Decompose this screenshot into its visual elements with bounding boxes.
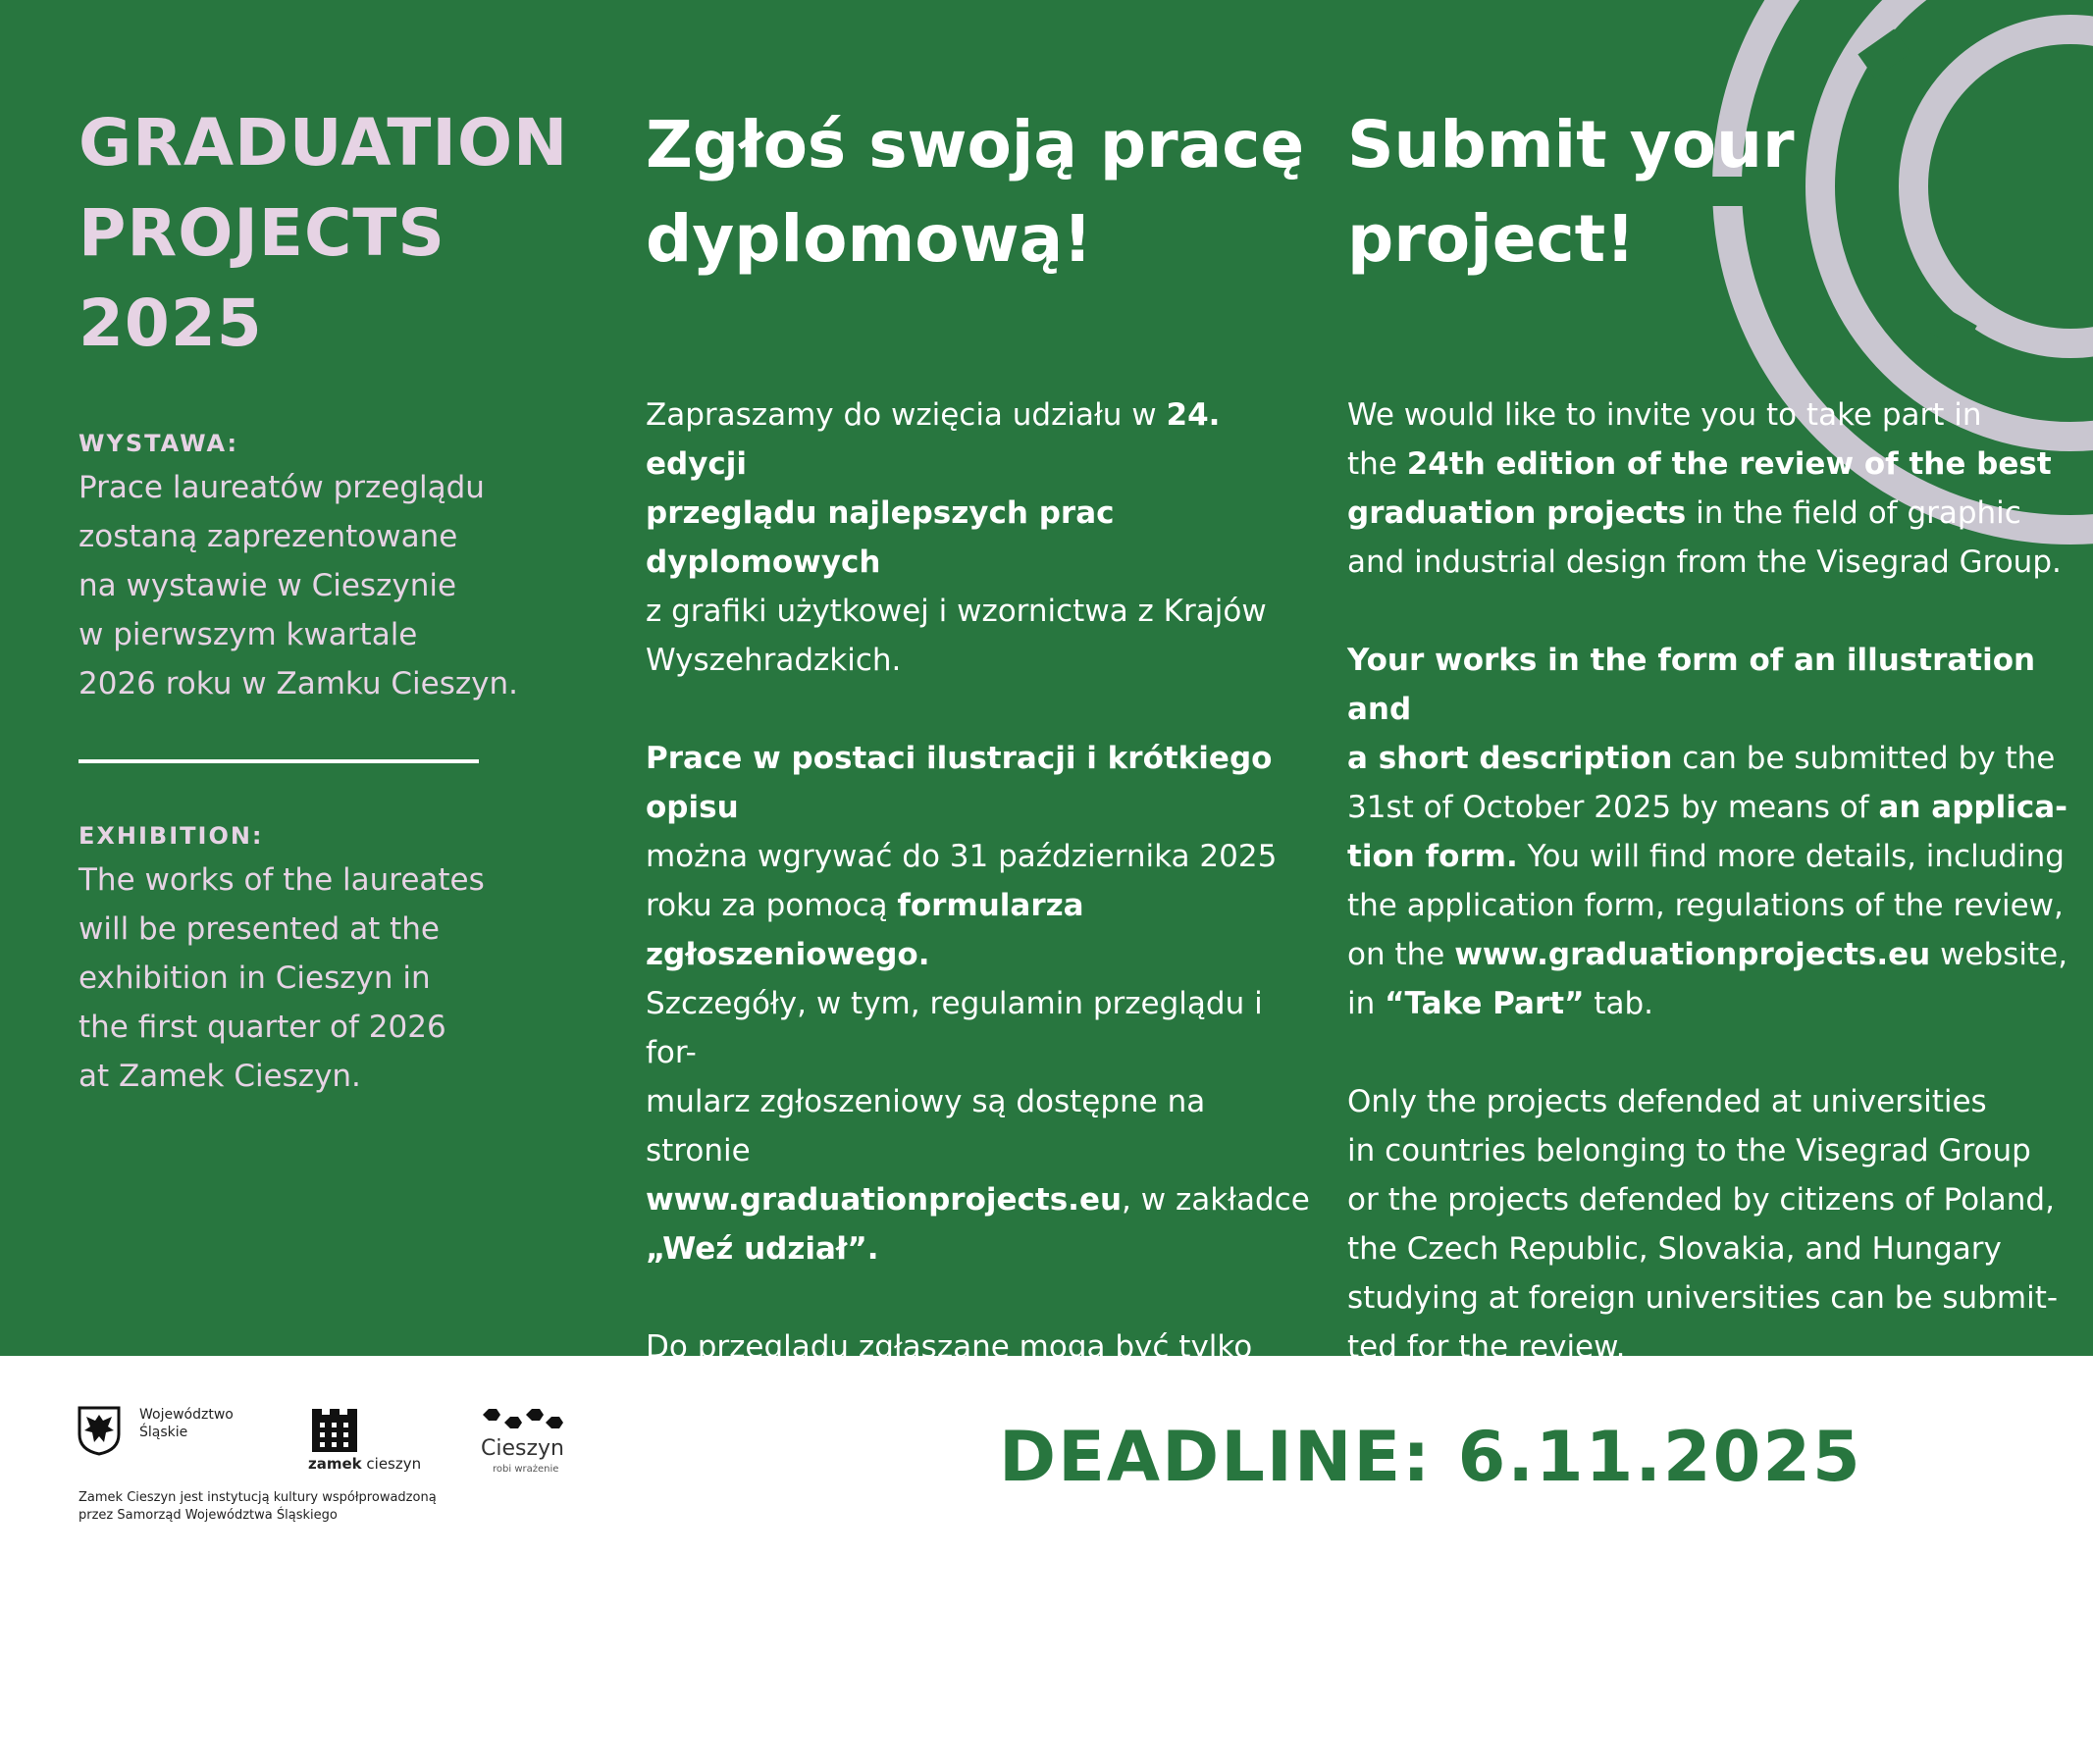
text-line: exhibition in Cieszyn in <box>78 960 431 996</box>
title-line: PROJECTS <box>78 195 445 271</box>
footer-logos <box>77 1403 763 1560</box>
bold-text: „Weź udział”. <box>646 1231 879 1267</box>
text-run: on the <box>1347 937 1455 972</box>
exhibition-text-pl <box>78 463 589 708</box>
text-line <box>646 636 1313 685</box>
text-line <box>1347 881 2073 930</box>
text-line: will be presented at the <box>78 911 440 947</box>
text-line: na wystawie w Cieszynie <box>78 568 457 603</box>
text-line <box>1347 979 2073 1028</box>
text-line: at Zamek Cieszyn. <box>78 1059 361 1094</box>
text-line: w pierwszym kwartale <box>78 617 418 652</box>
text-line: Prace laureatów przeglądu <box>78 470 485 505</box>
heading-line: dyplomową! <box>646 201 1093 277</box>
institution-note <box>78 1489 491 1525</box>
cieszyn-logo-name: Cieszyn <box>481 1436 564 1461</box>
text-line <box>646 1568 1313 1666</box>
main-title <box>78 98 589 369</box>
text-run: in <box>1347 986 1386 1021</box>
english-heading <box>1347 98 2073 286</box>
text-run: z grafiki użytkowej i wzornictwa z Krajów <box>646 594 1267 629</box>
text-run: the <box>1347 446 1407 482</box>
divider <box>78 759 479 763</box>
text-run: Do przeglądu zgłaszane mogą być tylko <box>646 1329 1253 1365</box>
bold-text: www.graduationprojects.eu <box>1454 937 1931 972</box>
text-line <box>1347 440 2073 489</box>
bold-text: a short description <box>1347 741 1673 776</box>
text-line <box>646 1224 1313 1273</box>
text-line <box>1347 930 2073 979</box>
bold-text: Prace w postaci ilustracji i krótkiego opisu <box>646 741 1273 825</box>
voivodeship-name-line1: Województwo <box>139 1407 234 1423</box>
text-run: in the field of graphic <box>1686 495 2021 531</box>
bold-text: Your works in the form of an illustration and <box>1347 643 2036 727</box>
castle-logo-text <box>308 1456 421 1473</box>
bold-text: od 2 listopada 2024 do 31 października <box>646 1427 1091 1512</box>
text-run: in countries belonging to the Visegrad Group <box>1347 1133 2031 1168</box>
text-line <box>1347 1175 2073 1224</box>
text-line <box>1347 390 2073 440</box>
text-line <box>1347 832 2073 881</box>
castle-logo-bold: zamek <box>308 1455 362 1473</box>
text-run: You will find more details, including <box>1517 839 2065 874</box>
english-paragraph-1 <box>1347 390 2073 587</box>
bold-text: www.graduationprojects.eu <box>646 1182 1123 1218</box>
text-run: website, <box>1930 937 2068 972</box>
text-run: the Czech Republic, Slovakia, and Hungary <box>1347 1231 2002 1267</box>
text-line <box>1347 538 2073 587</box>
text-line <box>646 832 1313 881</box>
text-line <box>1347 1126 2073 1175</box>
heading-line: Zgłoś swoją pracę <box>646 107 1305 182</box>
eagle-crest-icon <box>77 1405 122 1456</box>
bold-text: przeglądu najlepszych prac dyplomowych <box>646 495 1115 580</box>
exhibition-label-pl: WYSTAWA: <box>78 430 239 457</box>
text-line: 2026 roku w Zamku Cieszyn. <box>78 666 519 701</box>
text-run: studying at foreign universities can be submit- <box>1347 1280 2059 1316</box>
text-run: Czeskiej, Słowacji i Węgier na uczelniach <box>646 1673 1269 1708</box>
heading-line: project! <box>1347 201 1636 277</box>
english-paragraph-3 <box>1347 1077 2073 1372</box>
text-run: the application form, regulations of the review, <box>1347 888 2064 923</box>
title-line: 2025 <box>78 285 263 361</box>
english-column <box>1347 98 2073 1372</box>
text-run: tab. <box>1584 986 1654 1021</box>
text-line <box>1347 489 2073 538</box>
bold-text: “Take Part” <box>1385 986 1585 1021</box>
text-run: or the projects defended by citizens of Poland, <box>1347 1182 2055 1218</box>
text-run: mularz zgłoszeniowy są dostępne na stronie <box>646 1084 1206 1168</box>
bold-text: an applica- <box>1878 790 2068 825</box>
text-line <box>646 1077 1313 1175</box>
castle-logo-rest: cieszyn <box>361 1455 422 1473</box>
text-run: Only the projects defended at universities <box>1347 1084 1987 1119</box>
text-run: można wgrywać do 31 października 2025 <box>646 839 1278 874</box>
text-run: Szczegóły, w tym, regulamin przeglądu i for- <box>646 986 1263 1070</box>
text-line <box>646 390 1313 489</box>
polish-heading <box>646 98 1313 286</box>
text-run: and industrial design from the Visegrad Group. <box>1347 545 2062 580</box>
polish-paragraph-2 <box>646 734 1313 1273</box>
title-line: GRADUATION <box>78 105 569 181</box>
text-run: ted for the review. <box>1347 1329 1626 1365</box>
text-line <box>1347 636 2073 734</box>
bold-text: graduation projects <box>1347 495 1687 531</box>
text-line <box>646 1715 1313 1764</box>
text-run: zagranicznych. <box>646 1722 874 1757</box>
text-line <box>646 1323 1313 1372</box>
text-line: The works of the laureates <box>78 862 485 898</box>
text-line: the first quarter of 2026 <box>78 1010 446 1045</box>
text-run: Zapraszamy do wzięcia udziału w <box>646 397 1167 433</box>
text-line <box>1347 783 2073 832</box>
text-line <box>646 1175 1313 1224</box>
castle-logo-icon <box>312 1409 357 1452</box>
left-column <box>78 98 589 1101</box>
institution-line: przez Samorząd Województwa Śląskiego <box>78 1508 338 1523</box>
text-line <box>1347 1224 2073 1273</box>
bold-text: 2025 <box>646 1526 731 1561</box>
voivodeship-name-line2: Śląskie <box>139 1425 188 1440</box>
text-run: , w zakładce <box>1122 1182 1310 1218</box>
text-line <box>646 734 1313 832</box>
text-line <box>1347 1273 2073 1323</box>
text-run: 31st of October 2025 by means of <box>1347 790 1879 825</box>
bold-text: formularza zgłoszeniowego. <box>646 888 1084 972</box>
english-paragraph-2 <box>1347 636 2073 1028</box>
exhibition-text-en <box>78 856 589 1101</box>
bold-text: 24th edition of the review of the best <box>1406 446 2052 482</box>
text-line <box>1347 1077 2073 1126</box>
text-run: dzkiej, bądź przez obywateli Polski, Republiki <box>646 1575 1181 1659</box>
bold-text: 24. edycji <box>646 397 1221 482</box>
polish-paragraph-1 <box>646 390 1313 685</box>
bold-text: tion form. <box>1347 839 1518 874</box>
institution-line: Zamek Cieszyn jest instytucją kultury współprowadzoną <box>78 1490 437 1505</box>
exhibition-label-en: EXHIBITION: <box>78 822 264 850</box>
cieszyn-logo-tagline: robi wrażenie <box>493 1464 559 1475</box>
text-line <box>646 587 1313 636</box>
text-run: We would like to invite you to take part in <box>1347 397 1982 433</box>
cieszyn-hexagons-icon <box>481 1405 567 1434</box>
heading-line: Submit your <box>1347 107 1795 182</box>
text-line: zostaną zaprezentowane <box>78 519 458 554</box>
text-run: roku za pomocą <box>646 888 898 923</box>
deadline: DEADLINE: 6.11.2025 <box>999 1417 1862 1497</box>
text-line <box>646 489 1313 587</box>
text-run: prace dyplomowe obronione w okresie <box>646 1378 1233 1414</box>
text-line <box>1347 1323 2073 1372</box>
text-line <box>646 1666 1313 1715</box>
text-run: Wyszehradzkich. <box>646 643 902 678</box>
text-line <box>646 881 1313 979</box>
text-run: can be submitted by the <box>1672 741 2056 776</box>
text-line <box>1347 734 2073 783</box>
text-line <box>646 979 1313 1077</box>
text-run: w szkołach krajów Grupy Wyszehra- <box>730 1526 1287 1561</box>
